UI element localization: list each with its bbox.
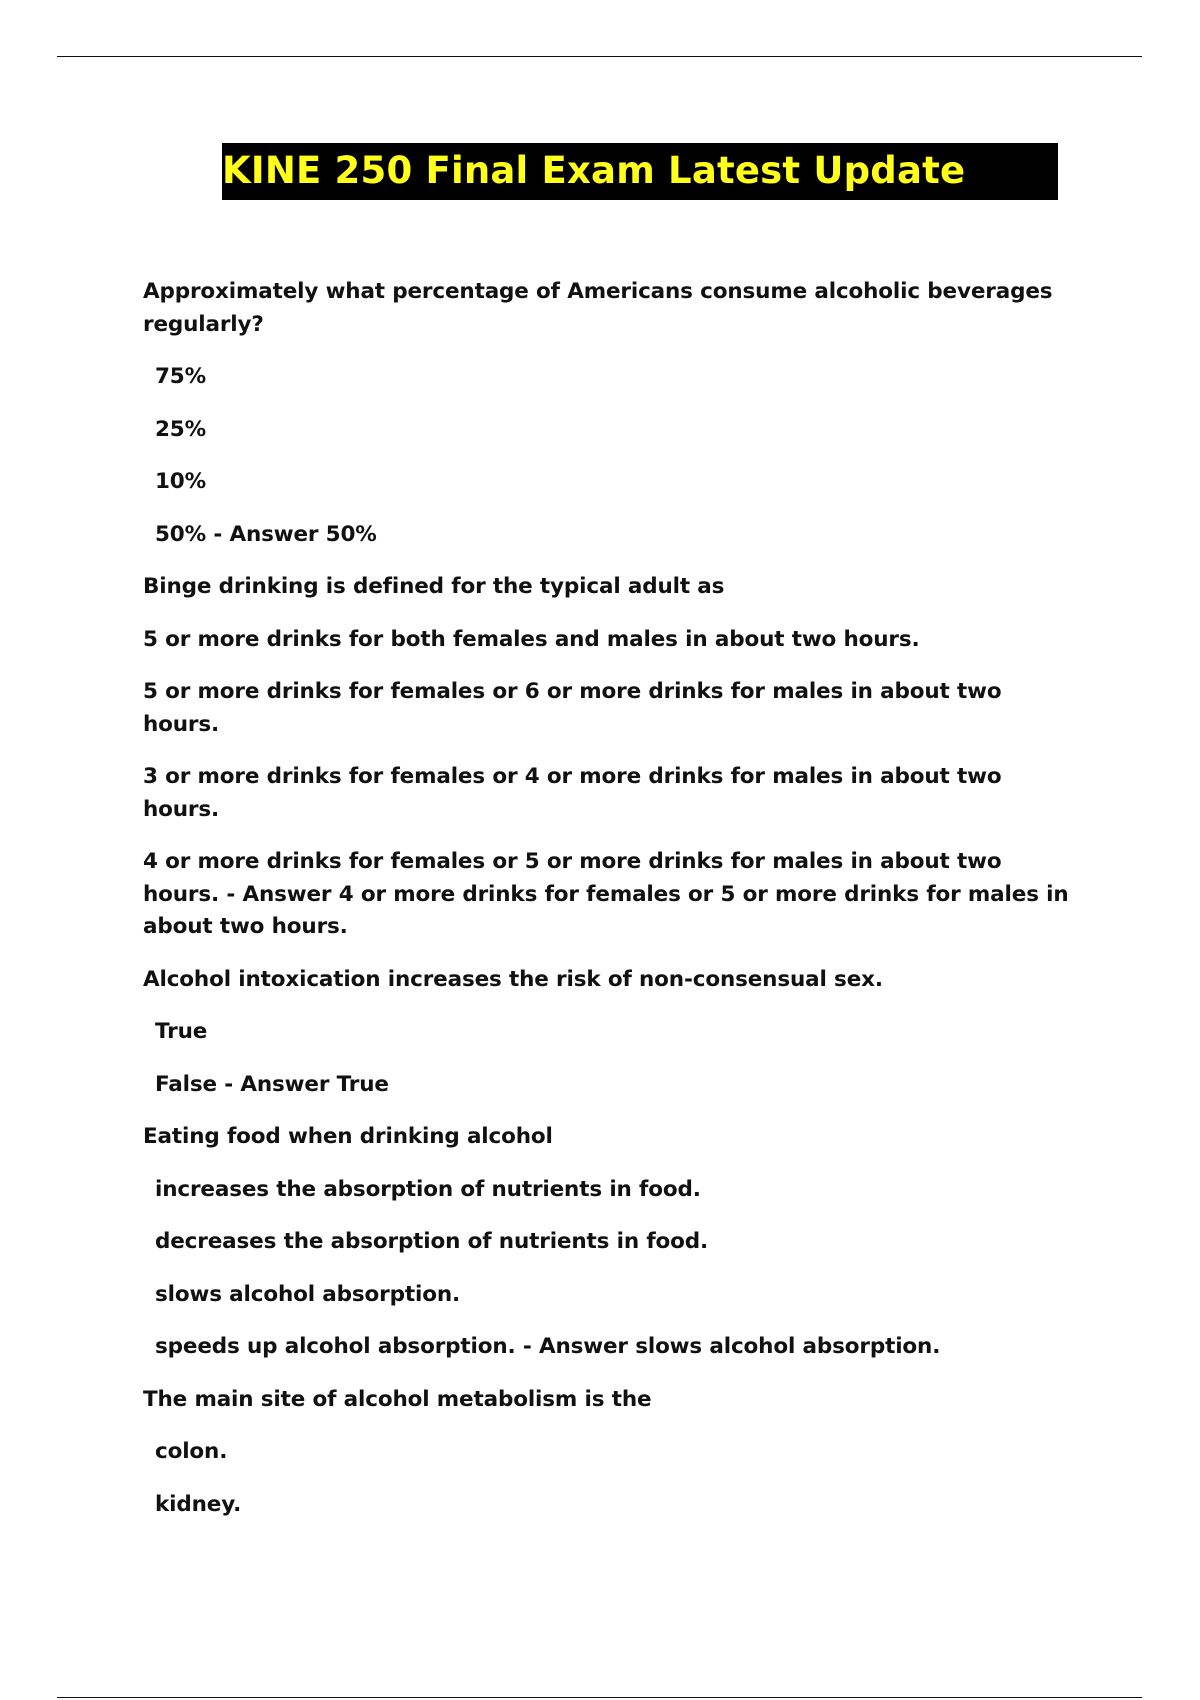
document-body [143, 276, 1078, 1541]
option-75-percent: 75% [155, 364, 207, 389]
option-binge-5-both: 5 or more drinks for both females and males in about two hours. [143, 626, 920, 652]
option-true: True [155, 1019, 208, 1044]
option-binge-5-6: 5 or more drinks for females or 6 or more drinks for males in about two hours. [143, 679, 1002, 737]
option-slows-absorption: slows alcohol absorption. [155, 1281, 461, 1307]
question-eating-food: Eating food when drinking alcohol [143, 1124, 553, 1149]
document-title: KINE 250 Final Exam Latest Update [222, 149, 966, 192]
option-increases-absorption: increases the absorption of nutrients in food. [155, 1176, 701, 1202]
option-binge-3-4: 3 or more drinks for females or 4 or more drinks for males in about two hours. [143, 764, 1002, 822]
option-colon: colon. [155, 1439, 228, 1464]
option-speeds-absorption-answer: speeds up alcohol absorption. - Answer slows alcohol absorption. [155, 1334, 941, 1359]
question-alcohol-percentage: Approximately what percentage of Americans consume alcoholic beverages regularly? [143, 279, 1053, 337]
question-intoxication-risk: Alcohol intoxication increases the risk of non-consensual sex. [143, 966, 883, 992]
question-metabolism-site: The main site of alcohol metabolism is the [143, 1386, 652, 1412]
option-kidney: kidney. [155, 1491, 242, 1517]
footer-rule [57, 1697, 1142, 1698]
option-binge-4-5-answer: 4 or more drinks for females or 5 or more drinks for males in about two hours. - Answer 4 or more drinks for females or 5 or more drinks for males in about two hours. [143, 849, 1069, 939]
option-decreases-absorption: decreases the absorption of nutrients in food. [155, 1229, 709, 1254]
title-banner [222, 143, 1058, 200]
option-50-percent-answer: 50% - Answer 50% [155, 521, 377, 547]
question-binge-drinking: Binge drinking is defined for the typical adult as [143, 574, 725, 599]
header-rule [57, 56, 1142, 57]
option-false-answer: False - Answer True [155, 1071, 389, 1097]
option-10-percent: 10% [155, 469, 207, 494]
option-25-percent: 25% [155, 416, 207, 442]
